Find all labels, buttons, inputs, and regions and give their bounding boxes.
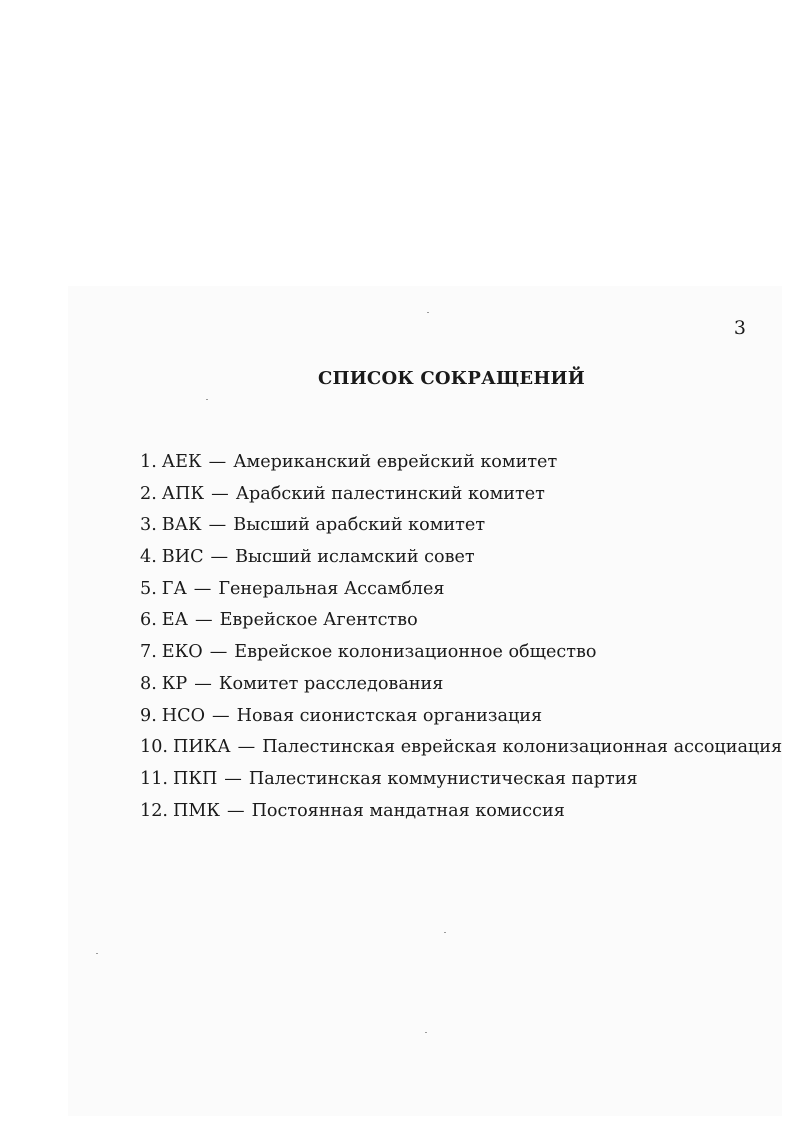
item-meaning: Высший арабский комитет [233, 515, 486, 536]
item-number: 10. [140, 737, 168, 758]
item-meaning: Постоянная мандатная комиссия [251, 800, 565, 821]
scan-speck [444, 932, 446, 933]
item-dash: — [208, 515, 227, 536]
scan-speck [206, 399, 208, 400]
scan-speck [427, 312, 429, 313]
item-dash: — [224, 768, 242, 789]
item-number: 8. [140, 673, 157, 694]
page-number: 3 [733, 317, 746, 339]
list-item [140, 451, 782, 483]
item-dash: — [194, 673, 212, 694]
item-meaning: Новая сионистская организация [236, 705, 543, 726]
item-meaning: Высший исламский совет [235, 547, 475, 568]
list-item [140, 768, 782, 800]
item-dash: — [193, 578, 212, 599]
item-abbreviation: АПК [161, 483, 205, 504]
item-meaning: Американский еврейский комитет [233, 452, 558, 472]
list-item [140, 483, 782, 515]
list-item [140, 673, 782, 705]
list-item [140, 609, 782, 641]
list-item [140, 736, 782, 768]
item-abbreviation: ЕА [161, 610, 188, 631]
item-meaning: Палестинская коммунистическая партия [248, 768, 638, 789]
item-abbreviation: ВАК [161, 515, 202, 536]
item-dash: — [211, 483, 229, 504]
item-number: 11. [140, 768, 168, 789]
list-item [140, 578, 782, 610]
item-dash: — [209, 642, 228, 663]
item-dash: — [237, 737, 256, 758]
item-meaning: Комитет расследования [218, 673, 444, 694]
item-meaning: Еврейское колонизационное общество [234, 642, 597, 663]
item-number: 12. [140, 800, 168, 821]
item-number: 4. [140, 547, 157, 568]
list-item [140, 514, 782, 546]
page-title: СПИСОК СОКРАЩЕНИЙ [318, 368, 585, 389]
item-abbreviation: КР [161, 673, 188, 694]
abbreviation-list [140, 451, 782, 831]
item-abbreviation: НСО [161, 705, 206, 726]
item-number: 7. [140, 642, 157, 663]
item-abbreviation: ГА [161, 578, 187, 599]
item-dash: — [208, 452, 227, 472]
scan-speck [425, 1032, 427, 1033]
item-abbreviation: ВИС [161, 547, 204, 568]
scan-speck [96, 953, 98, 954]
list-item [140, 641, 782, 673]
list-item [140, 546, 782, 578]
item-number: 3. [140, 515, 157, 536]
item-number: 9. [140, 705, 157, 726]
item-abbreviation: ПМК [172, 800, 220, 821]
item-meaning: Палестинская еврейская колонизационная ассоциация [262, 737, 783, 758]
item-dash: — [194, 610, 213, 631]
list-item [140, 705, 782, 737]
item-dash: — [226, 800, 245, 821]
item-meaning: Генеральная Ассамблея [218, 578, 445, 599]
list-item [140, 800, 782, 832]
item-meaning: Арабский палестинский комитет [235, 483, 545, 504]
item-abbreviation: ЕКО [161, 642, 203, 663]
item-abbreviation: ПКП [172, 768, 218, 789]
item-number: 6. [140, 610, 157, 631]
item-dash: — [212, 705, 230, 726]
item-meaning: Еврейское Агентство [219, 610, 418, 631]
item-number: 5. [140, 578, 157, 599]
item-dash: — [210, 547, 229, 568]
item-abbreviation: АЕК [161, 452, 202, 472]
item-number: 1. [140, 452, 157, 472]
item-abbreviation: ПИКА [172, 737, 231, 758]
item-number: 2. [140, 483, 157, 504]
